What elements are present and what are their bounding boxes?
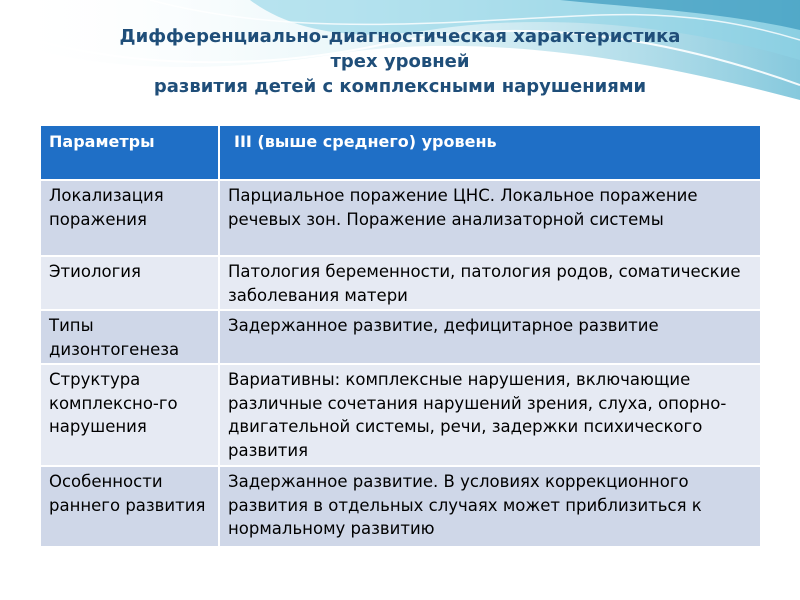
title-line-1: Дифференциально-диагностическая характеристика: [119, 26, 681, 47]
table-row: [41, 180, 760, 256]
description-cell: Патология беременности, патология родов, соматические заболевания матери: [219, 256, 760, 310]
table-header-row: [41, 126, 760, 180]
parameter-cell: Типы дизонтогенеза: [41, 310, 219, 364]
description-cell: Задержанное развитие. В условиях коррекционного развития в отдельных случаях может приблизиться к нормальному развитию: [219, 466, 760, 546]
description-cell: Вариативны: комплексные нарушения, включающие различные сочетания нарушений зрения, слуха, опорно-двигательной системы, речи, задержки психического развития: [219, 364, 760, 466]
table-row: [41, 310, 760, 364]
parameter-cell: Локализация поражения: [41, 180, 219, 256]
characteristics-table: [41, 126, 760, 546]
header-parameters: Параметры: [41, 126, 219, 180]
title-line-2: трех уровней: [330, 51, 470, 72]
title-line-3: развития детей с комплексными нарушениями: [153, 76, 647, 97]
table-row: [41, 364, 760, 466]
slide-title: [0, 24, 800, 99]
parameter-cell: Этиология: [41, 256, 219, 310]
table-row: [41, 256, 760, 310]
table-row: [41, 466, 760, 546]
parameter-cell: Структура комплексно-го нарушения: [41, 364, 219, 466]
parameter-cell: Особенности раннего развития: [41, 466, 219, 546]
header-level-3: III (выше среднего) уровень: [219, 126, 760, 180]
description-cell: Парциальное поражение ЦНС. Локальное поражение речевых зон. Поражение анализаторной системы: [219, 180, 760, 256]
description-cell: Задержанное развитие, дефицитарное развитие: [219, 310, 760, 364]
